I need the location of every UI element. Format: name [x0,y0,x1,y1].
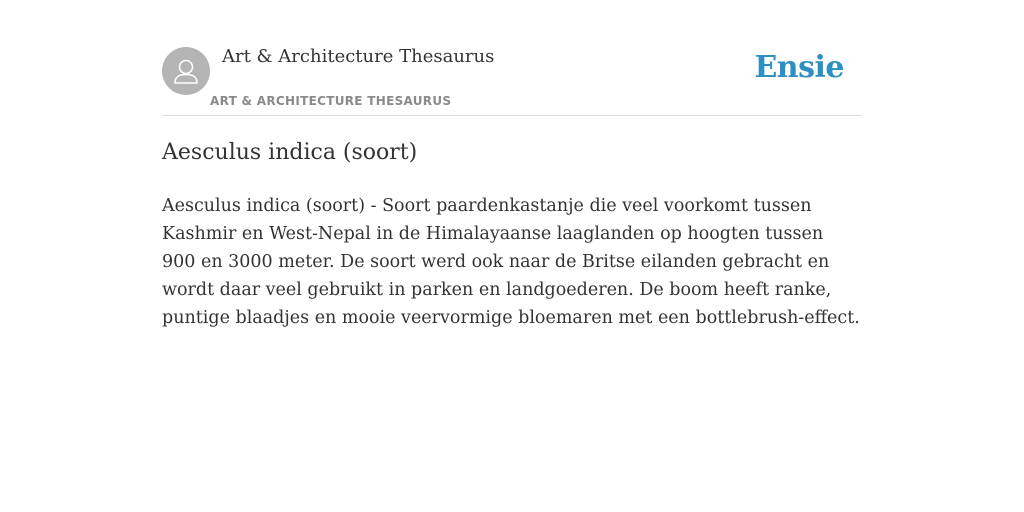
category-link[interactable]: ART & ARCHITECTURE THESAURUS [210,94,452,108]
page-header [162,0,862,116]
author-name[interactable]: Art & Architecture Thesaurus [222,46,495,67]
article-body: Aesculus indica (soort) - Soort paardenkastanje die veel voorkomt tussen Kashmir en West-Nepal in de Himalayaanse laaglanden op hoogten tussen 900 en 3000 meter. De soort werd ook naar de Britse eilanden gebracht en wordt daar veel gebruikt in parken en landgoederen. De boom heeft ranke, puntige blaadjes en mooie veervormige bloemaren met een bottlebrush-effect. [162,196,860,328]
page-container [162,0,862,328]
ensie-logo[interactable]: Ensie [754,50,844,85]
user-icon [162,47,210,95]
avatar[interactable] [162,47,210,95]
page-title: Aesculus indica (soort) [162,140,418,165]
